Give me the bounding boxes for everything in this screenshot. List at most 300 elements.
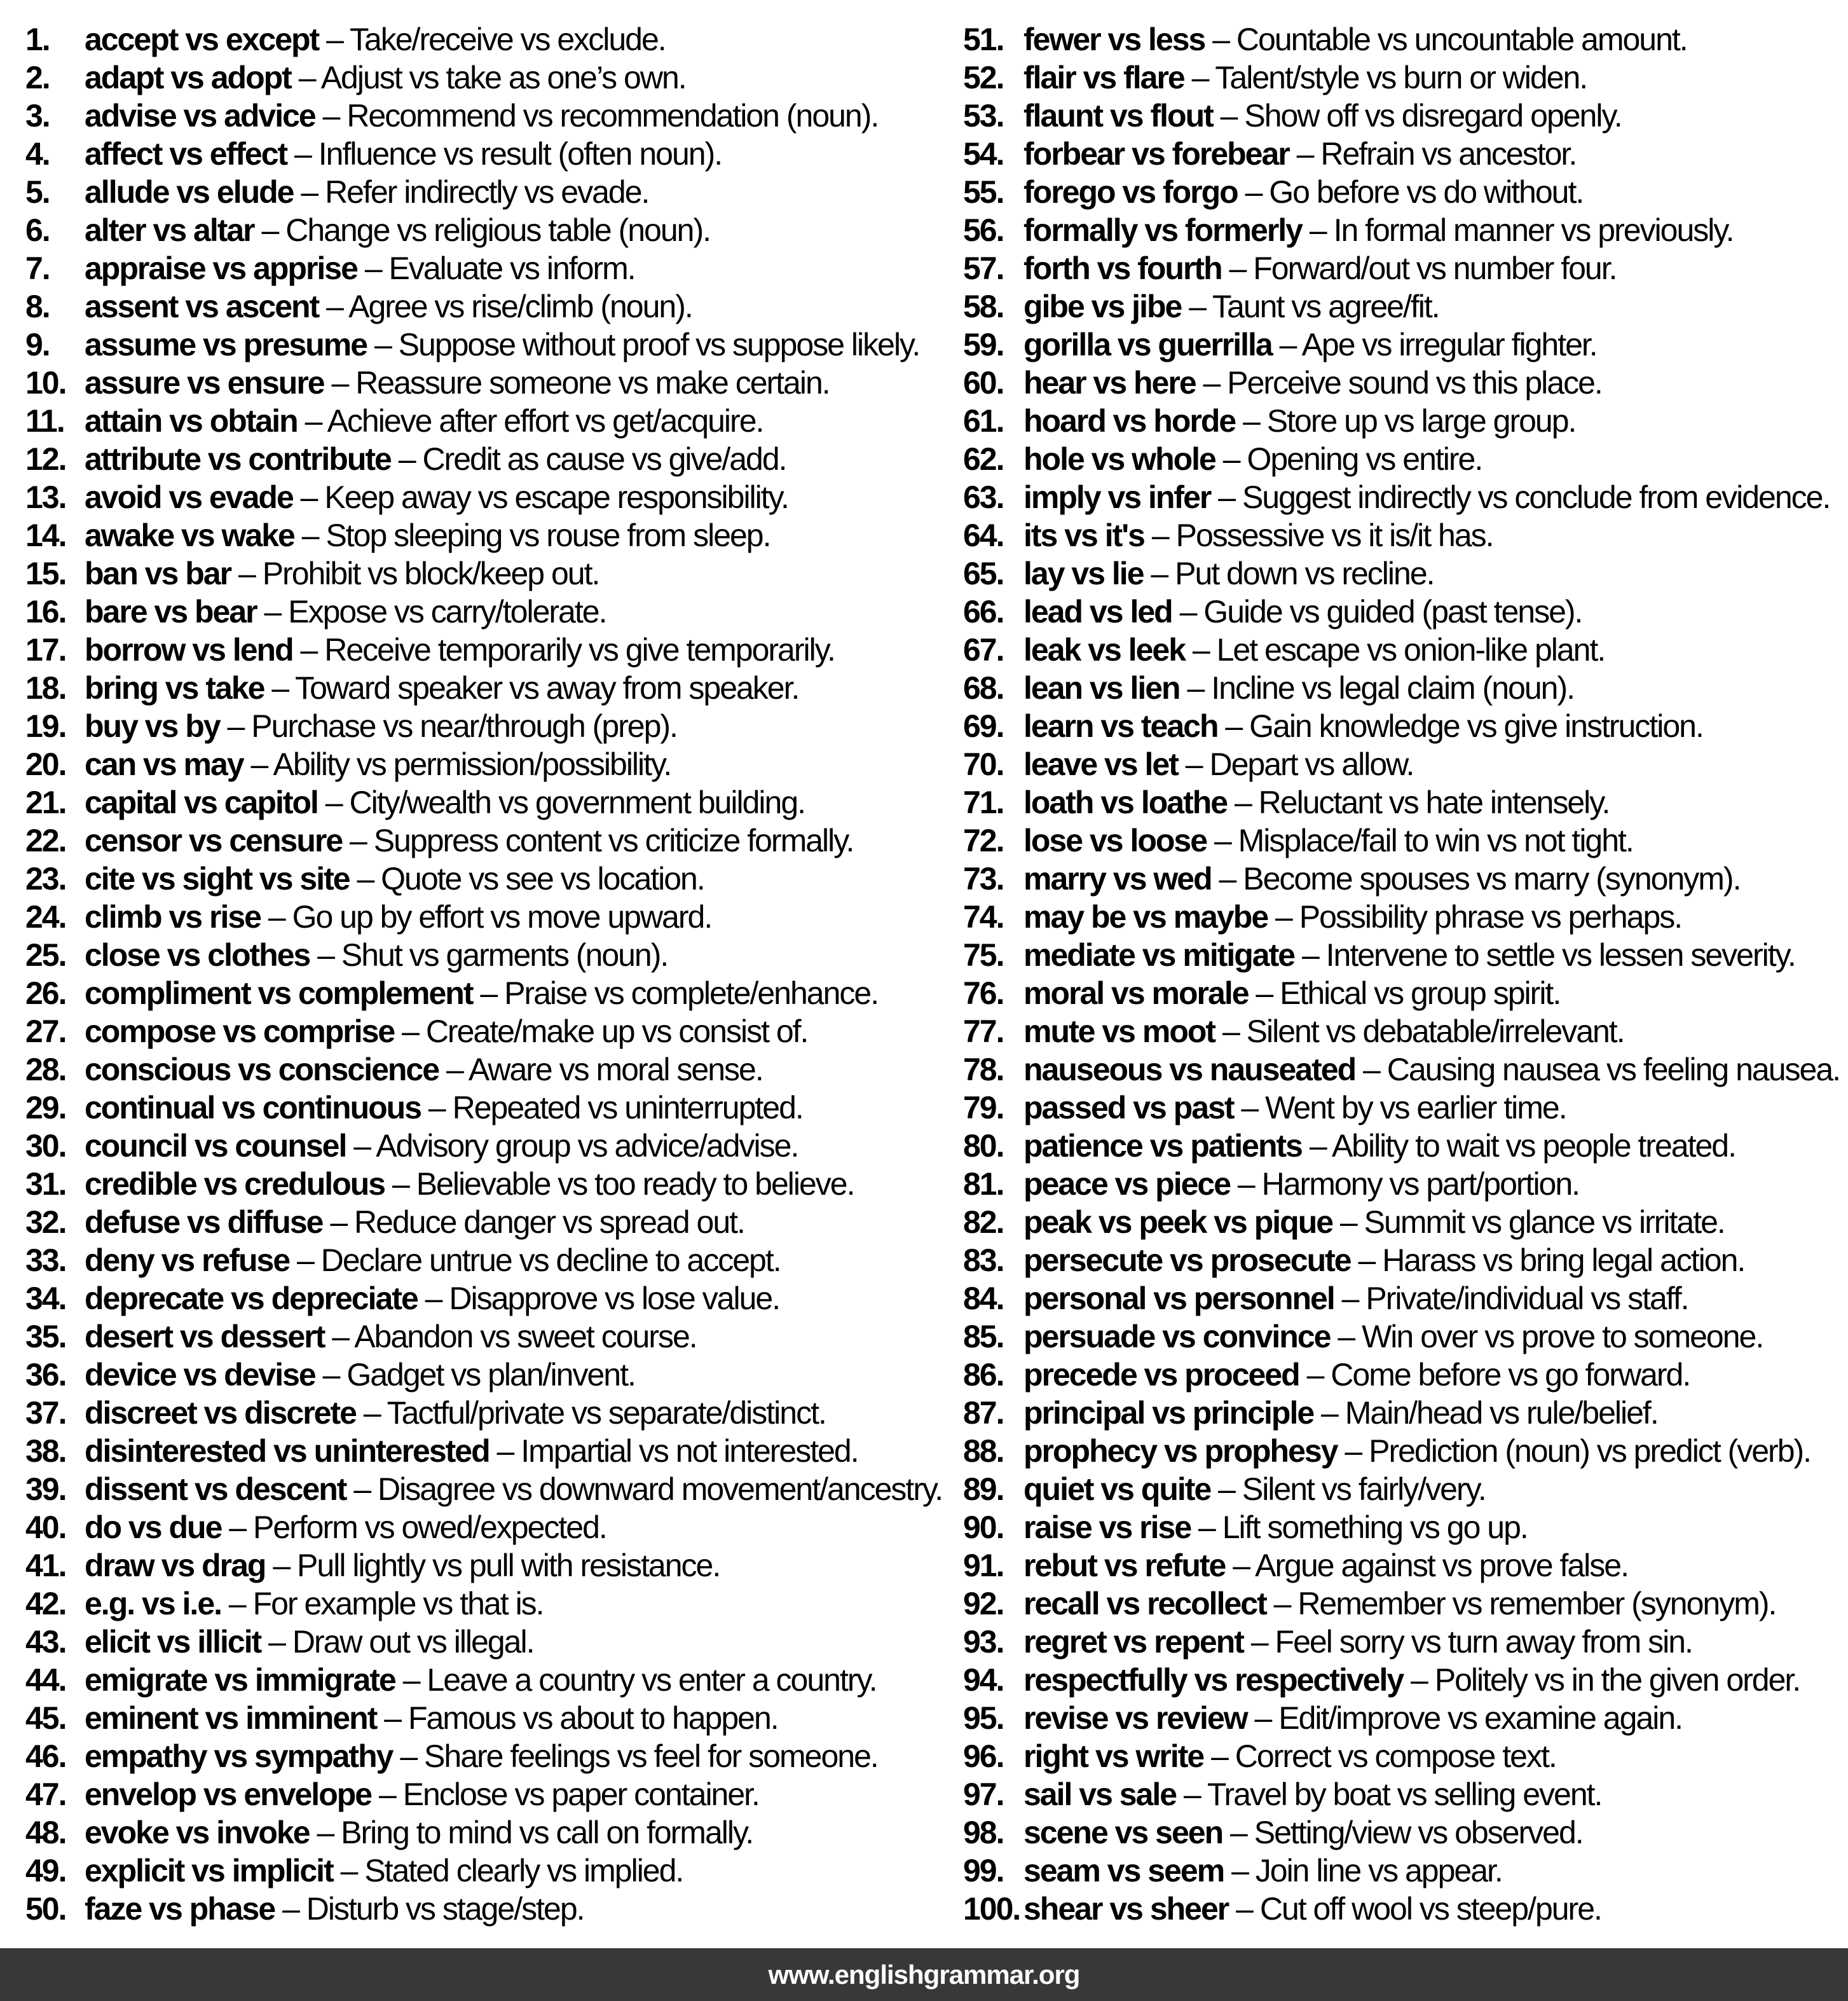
item-number: 96. xyxy=(963,1738,1004,1774)
item-description: Cut off wool vs steep/pure. xyxy=(1259,1891,1601,1927)
list-item xyxy=(963,1699,1848,1737)
list-item xyxy=(25,97,960,135)
list-item xyxy=(25,440,960,478)
item-pair: fewer vs less xyxy=(1023,22,1205,57)
item-text: precede vs proceed – Come before vs go forward. xyxy=(1023,1357,1690,1392)
list-item xyxy=(963,631,1848,669)
item-number: 12. xyxy=(25,441,66,477)
item-pair: avoid vs evade xyxy=(85,479,293,515)
item-text: assent vs ascent – Agree vs rise/climb (noun). xyxy=(85,289,692,324)
item-number: 2. xyxy=(25,60,50,95)
word-list-column-right xyxy=(963,20,1848,1928)
item-description: Private/individual vs staff. xyxy=(1365,1281,1688,1316)
item-pair: e.g. vs i.e. xyxy=(85,1586,222,1621)
item-pair: disinterested vs uninterested xyxy=(85,1433,489,1469)
item-number: 22. xyxy=(25,823,66,858)
item-pair: attribute vs contribute xyxy=(85,441,391,477)
item-description: Misplace/fail to win vs not tight. xyxy=(1238,823,1633,858)
item-text: passed vs past – Went by vs earlier time. xyxy=(1023,1090,1566,1125)
item-pair: close vs clothes xyxy=(85,937,310,973)
item-text: attribute vs contribute – Credit as cause vs give/add. xyxy=(85,441,786,477)
item-pair: continual vs continuous xyxy=(85,1090,421,1125)
item-number: 84. xyxy=(963,1281,1004,1316)
item-pair: lean vs lien xyxy=(1023,670,1180,706)
list-item xyxy=(963,1356,1848,1394)
item-description: Join line vs appear. xyxy=(1255,1853,1502,1888)
item-pair: compose vs comprise xyxy=(85,1014,395,1049)
item-text: device vs devise – Gadget vs plan/invent. xyxy=(85,1357,635,1392)
item-pair: leak vs leek xyxy=(1023,632,1186,668)
item-pair: assume vs presume xyxy=(85,327,367,362)
item-text: eminent vs imminent – Famous vs about to happen. xyxy=(85,1700,778,1736)
list-item xyxy=(25,58,960,97)
item-number: 17. xyxy=(25,632,66,668)
item-description: Suppose without proof vs suppose likely. xyxy=(398,327,920,362)
item-text: disinterested vs uninterested – Impartial vs not interested. xyxy=(85,1433,858,1469)
item-number: 51. xyxy=(963,22,1004,57)
item-text: seam vs seem – Join line vs appear. xyxy=(1023,1853,1502,1888)
item-description: Opening vs entire. xyxy=(1247,441,1482,477)
item-pair: hole vs whole xyxy=(1023,441,1215,477)
item-description: Guide vs guided (past tense). xyxy=(1203,594,1582,629)
item-number: 44. xyxy=(25,1662,66,1698)
list-item xyxy=(25,1317,960,1356)
item-text: rebut vs refute – Argue against vs prove false. xyxy=(1023,1548,1628,1583)
list-item xyxy=(963,783,1848,822)
item-description: Main/head vs rule/belief. xyxy=(1345,1395,1658,1431)
item-pair: do vs due xyxy=(85,1509,222,1545)
item-pair: empathy vs sympathy xyxy=(85,1738,393,1774)
item-text: marry vs wed – Become spouses vs marry (synonym). xyxy=(1023,861,1741,897)
item-number: 78. xyxy=(963,1052,1004,1087)
item-number: 68. xyxy=(963,670,1004,706)
item-number: 3. xyxy=(25,98,50,134)
item-pair: peace vs piece xyxy=(1023,1166,1231,1202)
item-pair: accept vs except xyxy=(85,22,319,57)
item-text: recall vs recollect – Remember vs remember (synonym). xyxy=(1023,1586,1776,1621)
item-description: Believable vs too ready to believe. xyxy=(416,1166,854,1202)
item-text: allude vs elude – Refer indirectly vs evade. xyxy=(85,174,649,210)
item-pair: learn vs teach xyxy=(1023,708,1218,744)
item-number: 83. xyxy=(963,1242,1004,1278)
item-text: imply vs infer – Suggest indirectly vs conclude from evidence. xyxy=(1023,479,1830,515)
item-number: 35. xyxy=(25,1319,66,1354)
item-description: Become spouses vs marry (synonym). xyxy=(1243,861,1741,897)
list-item xyxy=(25,669,960,707)
item-text: compliment vs complement – Praise vs complete/enhance. xyxy=(85,975,879,1011)
item-description: Taunt vs agree/fit. xyxy=(1212,289,1439,324)
item-description: Suppress content vs criticize formally. xyxy=(373,823,854,858)
list-item xyxy=(963,1432,1848,1470)
item-number: 57. xyxy=(963,251,1004,286)
item-pair: persecute vs prosecute xyxy=(1023,1242,1351,1278)
item-number: 99. xyxy=(963,1853,1004,1888)
item-number: 66. xyxy=(963,594,1004,629)
item-text: credible vs credulous – Believable vs too ready to believe. xyxy=(85,1166,854,1202)
item-text: its vs it's – Possessive vs it is/it has. xyxy=(1023,518,1493,553)
item-text: hole vs whole – Opening vs entire. xyxy=(1023,441,1482,477)
item-description: Silent vs debatable/irrelevant. xyxy=(1246,1014,1624,1049)
item-text: awake vs wake – Stop sleeping vs rouse from sleep. xyxy=(85,518,770,553)
item-number: 61. xyxy=(963,403,1004,439)
item-description: Tactful/private vs separate/distinct. xyxy=(387,1395,826,1431)
item-text: fewer vs less – Countable vs uncountable amount. xyxy=(1023,22,1687,57)
item-description: Stop sleeping vs rouse from sleep. xyxy=(325,518,770,553)
item-number: 4. xyxy=(25,136,50,172)
item-number: 1. xyxy=(25,22,50,57)
list-item xyxy=(963,135,1848,173)
item-pair: buy vs by xyxy=(85,708,220,744)
item-text: lay vs lie – Put down vs recline. xyxy=(1023,556,1434,591)
item-number: 6. xyxy=(25,212,50,248)
list-item xyxy=(963,478,1848,516)
item-number: 75. xyxy=(963,937,1004,973)
item-description: Keep away vs escape responsibility. xyxy=(324,479,788,515)
item-number: 86. xyxy=(963,1357,1004,1392)
item-text: emigrate vs immigrate – Leave a country vs enter a country. xyxy=(85,1662,877,1698)
item-description: Causing nausea vs feeling nausea. xyxy=(1386,1052,1840,1087)
list-item xyxy=(25,211,960,249)
item-description: Talent/style vs burn or widen. xyxy=(1215,60,1587,95)
item-description: Feel sorry vs turn away from sin. xyxy=(1275,1624,1692,1660)
item-pair: capital vs capitol xyxy=(85,785,318,820)
item-text: regret vs repent – Feel sorry vs turn away from sin. xyxy=(1023,1624,1692,1660)
item-number: 20. xyxy=(25,746,66,782)
item-description: Win over vs prove to someone. xyxy=(1362,1319,1763,1354)
list-item xyxy=(25,1661,960,1699)
item-pair: its vs it's xyxy=(1023,518,1144,553)
list-item xyxy=(25,1470,960,1508)
list-item xyxy=(963,516,1848,554)
item-number: 92. xyxy=(963,1586,1004,1621)
item-number: 21. xyxy=(25,785,66,820)
item-pair: council vs counsel xyxy=(85,1128,346,1164)
item-text: leak vs leek – Let escape vs onion-like plant. xyxy=(1023,632,1605,668)
item-text: peak vs peek vs pique – Summit vs glance vs irritate. xyxy=(1023,1204,1725,1240)
list-item xyxy=(25,1165,960,1203)
item-text: empathy vs sympathy – Share feelings vs feel for someone. xyxy=(85,1738,878,1774)
item-description: Aware vs moral sense. xyxy=(468,1052,763,1087)
item-text: prophecy vs prophesy – Prediction (noun) vs predict (verb). xyxy=(1023,1433,1811,1469)
item-number: 69. xyxy=(963,708,1004,744)
item-pair: compliment vs complement xyxy=(85,975,473,1011)
item-pair: awake vs wake xyxy=(85,518,294,553)
item-description: Abandon vs sweet course. xyxy=(354,1319,697,1354)
item-number: 5. xyxy=(25,174,50,210)
item-pair: revise vs review xyxy=(1023,1700,1247,1736)
item-text: leave vs let – Depart vs allow. xyxy=(1023,746,1414,782)
item-number: 41. xyxy=(25,1548,66,1583)
item-text: council vs counsel – Advisory group vs advice/advise. xyxy=(85,1128,798,1164)
list-item xyxy=(25,1737,960,1775)
item-description: Perform vs owed/expected. xyxy=(252,1509,606,1545)
item-description: Lift something vs go up. xyxy=(1222,1509,1528,1545)
item-pair: cite vs sight vs site xyxy=(85,861,350,897)
item-number: 15. xyxy=(25,556,66,591)
item-pair: respectfully vs respectively xyxy=(1023,1662,1404,1698)
list-item xyxy=(963,745,1848,783)
item-text: faze vs phase – Disturb vs stage/step. xyxy=(85,1891,584,1927)
list-item xyxy=(25,1546,960,1585)
list-item xyxy=(963,1585,1848,1623)
item-text: raise vs rise – Lift something vs go up. xyxy=(1023,1509,1528,1545)
item-pair: borrow vs lend xyxy=(85,632,293,668)
item-pair: device vs devise xyxy=(85,1357,315,1392)
list-item xyxy=(25,631,960,669)
item-text: gibe vs jibe – Taunt vs agree/fit. xyxy=(1023,289,1439,324)
item-description: Reassure someone vs make certain. xyxy=(355,365,830,401)
list-item xyxy=(963,707,1848,745)
item-description: Reduce danger vs spread out. xyxy=(354,1204,744,1240)
item-number: 32. xyxy=(25,1204,66,1240)
item-pair: forego vs forgo xyxy=(1023,174,1238,210)
footer-url: www.englishgrammar.org xyxy=(768,1959,1080,1990)
item-pair: loath vs loathe xyxy=(1023,785,1228,820)
item-description: In formal manner vs previously. xyxy=(1333,212,1734,248)
list-item xyxy=(25,783,960,822)
item-description: Suggest indirectly vs conclude from evidence. xyxy=(1242,479,1830,515)
item-number: 77. xyxy=(963,1014,1004,1049)
item-text: continual vs continuous – Repeated vs uninterrupted. xyxy=(85,1090,803,1125)
item-number: 47. xyxy=(25,1777,66,1812)
list-item xyxy=(963,1012,1848,1050)
item-description: Travel by boat vs selling event. xyxy=(1207,1777,1602,1812)
list-item xyxy=(963,1661,1848,1699)
item-description: Receive temporarily vs give temporarily. xyxy=(324,632,835,668)
item-pair: patience vs patients xyxy=(1023,1128,1302,1164)
list-item xyxy=(25,1394,960,1432)
item-number: 95. xyxy=(963,1700,1004,1736)
item-description: Gadget vs plan/invent. xyxy=(346,1357,635,1392)
item-description: Edit/improve vs examine again. xyxy=(1278,1700,1683,1736)
list-item xyxy=(963,1317,1848,1356)
item-pair: quiet vs quite xyxy=(1023,1471,1211,1507)
item-pair: prophecy vs prophesy xyxy=(1023,1433,1338,1469)
item-number: 42. xyxy=(25,1586,66,1621)
item-description: Take/receive vs exclude. xyxy=(349,22,666,57)
list-item xyxy=(963,860,1848,898)
item-text: flair vs flare – Talent/style vs burn or widen. xyxy=(1023,60,1587,95)
item-text: bring vs take – Toward speaker vs away from speaker. xyxy=(85,670,799,706)
item-description: Stated clearly vs implied. xyxy=(364,1853,683,1888)
list-item xyxy=(963,1737,1848,1775)
list-item xyxy=(25,1203,960,1241)
footer-bar xyxy=(0,1948,1848,2001)
item-pair: envelop vs envelope xyxy=(85,1777,372,1812)
item-text: adapt vs adopt – Adjust vs take as one’s own. xyxy=(85,60,686,95)
list-item xyxy=(25,1585,960,1623)
item-pair: deprecate vs depreciate xyxy=(85,1281,418,1316)
list-item xyxy=(963,1127,1848,1165)
item-pair: marry vs wed xyxy=(1023,861,1212,897)
item-description: Prohibit vs block/keep out. xyxy=(262,556,599,591)
item-description: Summit vs glance vs irritate. xyxy=(1364,1204,1725,1240)
item-number: 64. xyxy=(963,518,1004,553)
item-pair: hoard vs horde xyxy=(1023,403,1236,439)
item-description: Silent vs fairly/very. xyxy=(1242,1471,1486,1507)
list-item xyxy=(963,822,1848,860)
item-description: Bring to mind vs call on formally. xyxy=(341,1815,753,1850)
item-description: Countable vs uncountable amount. xyxy=(1236,22,1687,57)
item-description: Forward/out vs number four. xyxy=(1253,251,1617,286)
item-description: Possibility phrase vs perhaps. xyxy=(1299,899,1682,935)
item-pair: alter vs altar xyxy=(85,212,254,248)
item-pair: formally vs formerly xyxy=(1023,212,1302,248)
item-number: 56. xyxy=(963,212,1004,248)
item-description: Reluctant vs hate intensely. xyxy=(1258,785,1610,820)
item-pair: personal vs personnel xyxy=(1023,1281,1334,1316)
item-text: close vs clothes – Shut vs garments (noun). xyxy=(85,937,668,973)
item-number: 87. xyxy=(963,1395,1004,1431)
item-description: Draw out vs illegal. xyxy=(292,1624,534,1660)
item-text: attain vs obtain – Achieve after effort vs get/acquire. xyxy=(85,403,763,439)
item-description: Politely vs in the given order. xyxy=(1434,1662,1800,1698)
item-number: 80. xyxy=(963,1128,1004,1164)
item-text: compose vs comprise – Create/make up vs consist of. xyxy=(85,1014,808,1049)
item-text: conscious vs conscience – Aware vs moral sense. xyxy=(85,1052,763,1087)
item-description: Achieve after effort vs get/acquire. xyxy=(327,403,763,439)
item-pair: attain vs obtain xyxy=(85,403,298,439)
item-pair: lay vs lie xyxy=(1023,556,1144,591)
item-description: Refrain vs ancestor. xyxy=(1320,136,1577,172)
item-description: Impartial vs not interested. xyxy=(521,1433,858,1469)
item-pair: lose vs loose xyxy=(1023,823,1207,858)
list-item xyxy=(25,974,960,1012)
item-number: 28. xyxy=(25,1052,66,1087)
item-text: elicit vs illicit – Draw out vs illegal. xyxy=(85,1624,534,1660)
item-pair: nauseous vs nauseated xyxy=(1023,1052,1356,1087)
item-text: explicit vs implicit – Stated clearly vs implied. xyxy=(85,1853,683,1888)
item-description: Repeated vs uninterrupted. xyxy=(452,1090,803,1125)
list-item xyxy=(25,287,960,326)
list-item xyxy=(25,1279,960,1317)
list-item xyxy=(25,135,960,173)
item-description: Show off vs disregard openly. xyxy=(1244,98,1622,134)
item-text: lean vs lien – Incline vs legal claim (noun). xyxy=(1023,670,1575,706)
item-number: 27. xyxy=(25,1014,66,1049)
item-description: Shut vs garments (noun). xyxy=(341,937,668,973)
item-number: 38. xyxy=(25,1433,66,1469)
item-number: 49. xyxy=(25,1853,66,1888)
item-number: 89. xyxy=(963,1471,1004,1507)
item-description: Went by vs earlier time. xyxy=(1265,1090,1566,1125)
list-item xyxy=(25,516,960,554)
item-text: quiet vs quite – Silent vs fairly/very. xyxy=(1023,1471,1486,1507)
item-number: 48. xyxy=(25,1815,66,1850)
item-number: 10. xyxy=(25,365,66,401)
item-pair: ban vs bar xyxy=(85,556,231,591)
item-pair: forbear vs forebear xyxy=(1023,136,1289,172)
item-text: personal vs personnel – Private/individual vs staff. xyxy=(1023,1281,1688,1316)
item-number: 40. xyxy=(25,1509,66,1545)
item-description: Go before vs do without. xyxy=(1269,174,1584,210)
item-pair: censor vs censure xyxy=(85,823,343,858)
list-item xyxy=(963,20,1848,58)
item-text: borrow vs lend – Receive temporarily vs give temporarily. xyxy=(85,632,835,668)
list-item xyxy=(963,1508,1848,1546)
item-text: appraise vs apprise – Evaluate vs inform. xyxy=(85,251,635,286)
item-text: alter vs altar – Change vs religious table (noun). xyxy=(85,212,710,248)
item-pair: passed vs past xyxy=(1023,1090,1234,1125)
list-item xyxy=(963,249,1848,287)
item-description: Share feelings vs feel for someone. xyxy=(424,1738,878,1774)
item-text: assure vs ensure – Reassure someone vs make certain. xyxy=(85,365,830,401)
item-text: forego vs forgo – Go before vs do without. xyxy=(1023,174,1584,210)
item-pair: gibe vs jibe xyxy=(1023,289,1182,324)
item-text: lose vs loose – Misplace/fail to win vs not tight. xyxy=(1023,823,1633,858)
item-number: 13. xyxy=(25,479,66,515)
item-pair: credible vs credulous xyxy=(85,1166,385,1202)
item-text: deprecate vs depreciate – Disapprove vs lose value. xyxy=(85,1281,780,1316)
item-text: assume vs presume – Suppose without proof vs suppose likely. xyxy=(85,327,920,362)
item-number: 63. xyxy=(963,479,1004,515)
item-text: draw vs drag – Pull lightly vs pull with resistance. xyxy=(85,1548,720,1583)
item-text: nauseous vs nauseated – Causing nausea vs feeling nausea. xyxy=(1023,1052,1840,1087)
item-pair: affect vs effect xyxy=(85,136,287,172)
item-description: Setting/view vs observed. xyxy=(1254,1815,1583,1850)
list-item xyxy=(25,1623,960,1661)
list-item xyxy=(963,593,1848,631)
item-text: revise vs review – Edit/improve vs examine again. xyxy=(1023,1700,1683,1736)
item-number: 82. xyxy=(963,1204,1004,1240)
item-pair: can vs may xyxy=(85,746,243,782)
item-number: 34. xyxy=(25,1281,66,1316)
list-item xyxy=(963,1470,1848,1508)
item-pair: hear vs here xyxy=(1023,365,1196,401)
item-description: Possessive vs it is/it has. xyxy=(1175,518,1493,553)
item-number: 79. xyxy=(963,1090,1004,1125)
item-pair: rebut vs refute xyxy=(1023,1548,1226,1583)
item-text: mediate vs mitigate – Intervene to settle vs lessen severity. xyxy=(1023,937,1795,973)
list-item xyxy=(963,440,1848,478)
item-description: Ape vs irregular fighter. xyxy=(1301,327,1597,362)
list-item xyxy=(963,1546,1848,1585)
list-item xyxy=(25,478,960,516)
item-number: 9. xyxy=(25,327,50,362)
item-text: censor vs censure – Suppress content vs criticize formally. xyxy=(85,823,854,858)
list-item xyxy=(963,326,1848,364)
item-text: climb vs rise – Go up by effort vs move upward. xyxy=(85,899,712,935)
item-number: 53. xyxy=(963,98,1004,134)
item-description: City/wealth vs government building. xyxy=(349,785,805,820)
item-description: Credit as cause vs give/add. xyxy=(422,441,786,477)
item-text: dissent vs descent – Disagree vs downward movement/ancestry. xyxy=(85,1471,943,1507)
list-item xyxy=(963,97,1848,135)
item-number: 19. xyxy=(25,708,66,744)
item-pair: raise vs rise xyxy=(1023,1509,1191,1545)
item-number: 81. xyxy=(963,1166,1004,1202)
list-item xyxy=(25,20,960,58)
item-number: 85. xyxy=(963,1319,1004,1354)
item-number: 30. xyxy=(25,1128,66,1164)
item-description: Remember vs remember (synonym). xyxy=(1297,1586,1776,1621)
item-text: e.g. vs i.e. – For example vs that is. xyxy=(85,1586,544,1621)
item-number: 23. xyxy=(25,861,66,897)
list-item xyxy=(963,1203,1848,1241)
item-text: gorilla vs guerrilla – Ape vs irregular fighter. xyxy=(1023,327,1597,362)
item-text: accept vs except – Take/receive vs exclude. xyxy=(85,22,666,57)
item-pair: bring vs take xyxy=(85,670,264,706)
item-description: Perceive sound vs this place. xyxy=(1227,365,1602,401)
item-description: Enclose vs paper container. xyxy=(402,1777,759,1812)
item-pair: climb vs rise xyxy=(85,899,261,935)
item-text: forth vs fourth – Forward/out vs number four. xyxy=(1023,251,1617,286)
item-text: affect vs effect – Influence vs result (often noun). xyxy=(85,136,722,172)
item-number: 59. xyxy=(963,327,1004,362)
item-pair: may be vs maybe xyxy=(1023,899,1268,935)
item-description: Purchase vs near/through (prep). xyxy=(251,708,677,744)
item-text: advise vs advice – Recommend vs recommendation (noun). xyxy=(85,98,879,134)
